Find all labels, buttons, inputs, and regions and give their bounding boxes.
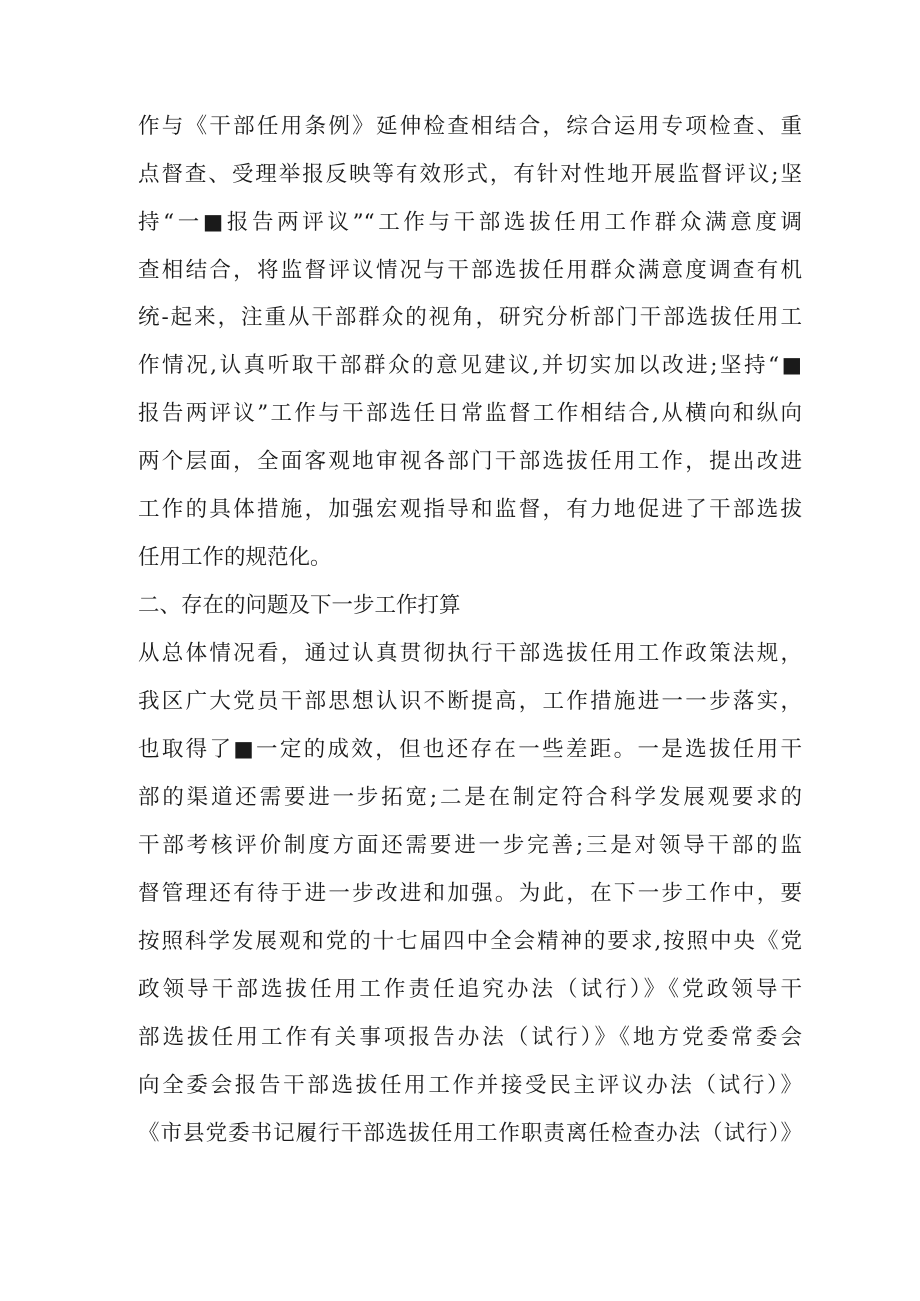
section-heading: 二、存在的问题及下一步工作打算 (138, 593, 461, 618)
text-line: 干部考核评价制度方面还需要进一步完善;三是对领导干部的监 (138, 833, 802, 858)
text-line: 工作的具体措施，加强宏观指导和监督，有力地促进了干部选拔 (138, 497, 802, 522)
text-line: 政领导干部选拔任用工作责任追究办法（试行）》《党政领导干 (138, 977, 802, 1002)
text-line: 查相结合，将监督评议情况与干部选拔任用群众满意度调查有机 (138, 258, 802, 283)
text-line: 我区广大党员干部思想认识不断提高，工作措施进一一步落实， (138, 689, 802, 714)
text-line: 部选拔任用工作有关事项报告办法（试行）》《地方党委常委会 (138, 1025, 802, 1050)
text-line: 持“一■报告两评议”“工作与干部选拔任用工作群众满意度调 (138, 210, 802, 235)
text-line: 统-起来，注重从干部群众的视角，研究分析部门干部选拔任用工 (138, 305, 802, 330)
text-line: 作情况,认真听取干部群众的意见建议,并切实加以改进;坚持“■ (138, 353, 802, 378)
text-line: 报告两评议”工作与干部选任日常监督工作相结合,从横向和纵向 (138, 401, 802, 426)
text-line: 任用工作的规范化。 (138, 545, 332, 570)
text-line: 部的渠道还需要进一步拓宽;二是在制定符合科学发展观要求的 (138, 785, 802, 810)
text-line: 点督查、受理举报反映等有效形式，有针对性地开展监督评议;坚 (138, 162, 802, 187)
text-line: 《市县党委书记履行干部选拔任用工作职责离任检查办法（试行）》 (138, 1121, 802, 1146)
text-line: 两个层面，全面客观地审视各部门干部选拔任用工作，提出改进 (138, 449, 802, 474)
text-line: 督管理还有待于进一步改进和加强。为此，在下一步工作中，要 (138, 881, 802, 906)
text-line: 从总体情况看，通过认真贯彻执行干部选拔任用工作政策法规， (138, 641, 802, 666)
text-line: 作与《干部任用条例》延伸检查相结合，综合运用专项检查、重 (138, 114, 802, 139)
text-line: 按照科学发展观和党的十七届四中全会精神的要求,按照中央《党 (138, 929, 802, 954)
text-line: 也取得了■一定的成效，但也还存在一些差距。一是选拔任用干 (138, 737, 802, 762)
text-line: 向全委会报告干部选拔任用工作并接受民主评议办法（试行）》 (138, 1073, 802, 1098)
